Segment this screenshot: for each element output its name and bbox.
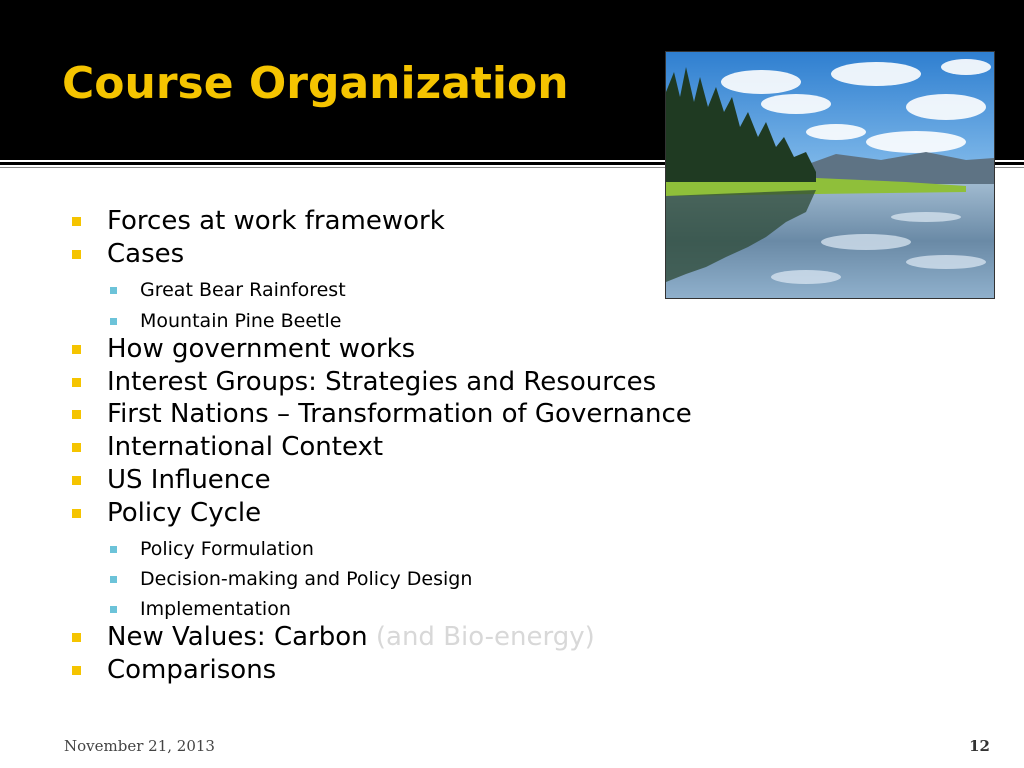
bullet-text: Cases (107, 239, 185, 269)
square-bullet-icon (72, 250, 81, 259)
bullet-text: Policy Cycle (107, 498, 262, 528)
square-bullet-icon (110, 546, 117, 553)
square-bullet-icon (72, 509, 81, 518)
page-number: 12 (969, 737, 990, 755)
bullet-text: Mountain Pine Beetle (140, 310, 342, 332)
square-bullet-icon (110, 287, 117, 294)
bullet-text: Forces at work framework (107, 206, 445, 236)
bullet-text: Policy Formulation (140, 538, 314, 560)
lake-forest-landscape-photo (665, 51, 995, 299)
square-bullet-icon (72, 633, 81, 642)
bullet-text: US Influence (107, 465, 271, 495)
bullet-text: Interest Groups: Strategies and Resources (107, 367, 657, 397)
bullet-text: First Nations – Transformation of Governance (107, 399, 692, 429)
square-bullet-icon (72, 666, 81, 675)
square-bullet-icon (72, 443, 81, 452)
bullet-text: New Values: Carbon (107, 622, 368, 652)
square-bullet-icon (110, 318, 117, 325)
square-bullet-icon (110, 606, 117, 613)
square-bullet-icon (72, 410, 81, 419)
bullet-text: Implementation (140, 598, 291, 620)
footer-date: November 21, 2013 (64, 737, 215, 755)
bullet-text: How government works (107, 334, 416, 364)
square-bullet-icon (72, 217, 81, 226)
bullet-muted-text: (and Bio-energy) (367, 622, 595, 652)
square-bullet-icon (72, 476, 81, 485)
slide-title: Course Organization (62, 58, 569, 109)
square-bullet-icon (72, 378, 81, 387)
square-bullet-icon (110, 576, 117, 583)
square-bullet-icon (72, 345, 81, 354)
bullet-text: International Context (107, 432, 384, 462)
bullet-text: Great Bear Rainforest (140, 279, 346, 301)
bullet-text: Decision-making and Policy Design (140, 568, 473, 590)
bullet-text: Comparisons (107, 655, 277, 685)
